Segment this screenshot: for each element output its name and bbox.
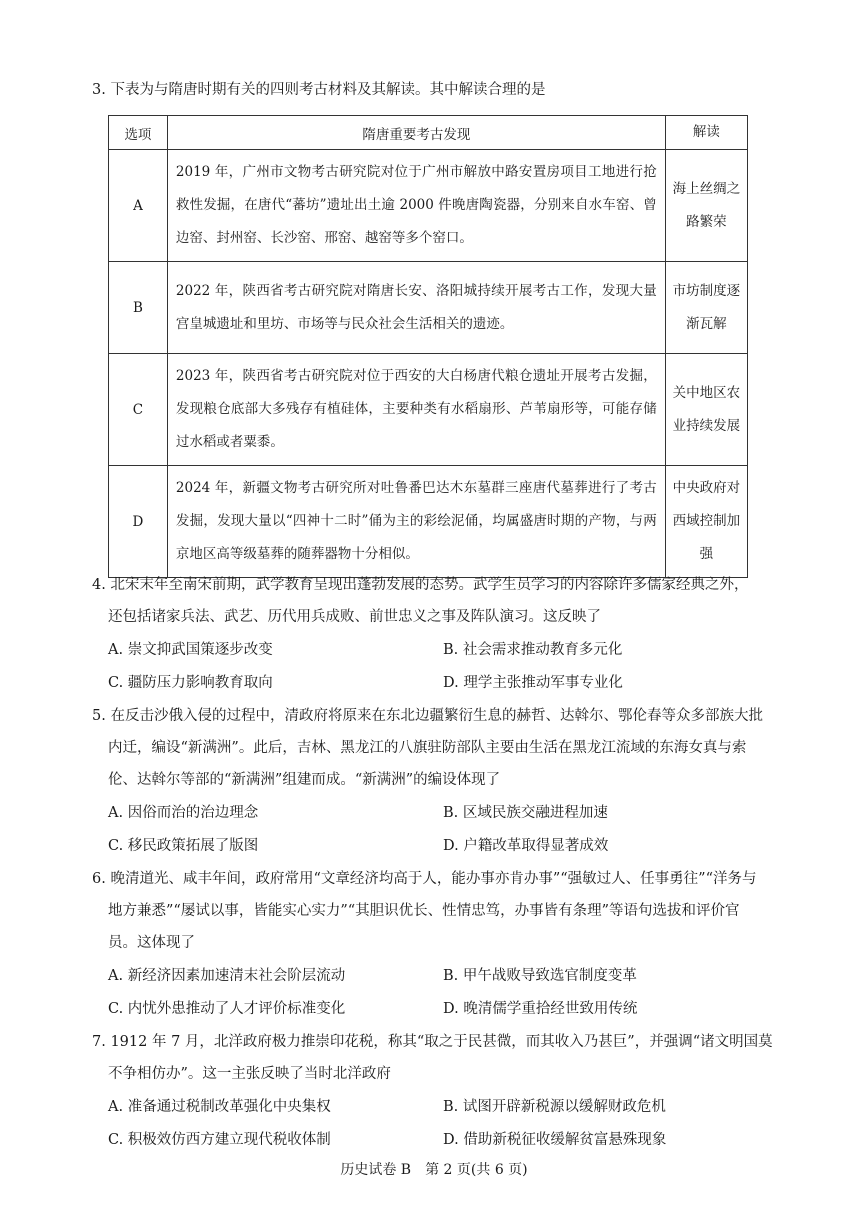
question-5-option-d[interactable]: D. 户籍改革取得显著成效 [443,838,609,854]
question-6-stem-line-3: 员。这体现了 [108,935,195,951]
question-6-option-d[interactable]: D. 晚清儒学重拾经世致用传统 [443,1001,638,1017]
question-4-stem-line-1: 4. 北宋末年至南宋前期，武学教育呈现出蓬勃发展的态势。武学生员学习的内容除许多儒家经典之外， [92,577,749,593]
question-3-stem: 3. 下表为与隋唐时期有关的四则考古材料及其解读。其中解读合理的是 [92,82,546,98]
archaeology-table [108,115,748,578]
table-header-row [109,116,748,150]
question-7-option-c[interactable]: C. 积极效仿西方建立现代税收体制 [108,1132,331,1148]
row-option: C [109,354,168,466]
row-finding: 2024 年，新疆文物考古研究所对吐鲁番巴达木东墓群三座唐代墓葬进行了考古发掘，发现大量以“四神十二时”俑为主的彩绘泥俑，均属盛唐时期的产物，与两京地区高等级墓葬的随葬器物十分相似。 [167,466,665,578]
question-6-stem-line-1: 6. 晚清道光、咸丰年间，政府常用“文章经济均高于人，能办事亦肯办事”“强敏过人、任事勇往”“洋务与 [92,871,757,887]
table-row [109,466,748,578]
row-reading: 关中地区农业持续发展 [665,354,747,466]
question-5-stem-line-1: 5. 在反击沙俄入侵的过程中，清政府将原来在东北边疆繁衍生息的赫哲、达斡尔、鄂伦春等众多部族大批 [92,708,763,724]
header-option: 选项 [109,116,168,150]
row-option: B [109,262,168,354]
row-option: D [109,466,168,578]
question-4-stem-line-2: 还包括诸家兵法、武艺、历代用兵成败、前世忠义之事及阵队演习。这反映了 [108,609,601,625]
row-option: A [109,150,168,262]
page-footer: 历史试卷 B 第 2 页(共 6 页) [340,1162,528,1178]
question-7-stem-line-2: 不争相仿办”。这一主张反映了当时北洋政府 [108,1066,391,1082]
question-5-stem-line-3: 伦、达斡尔等部的“新满洲”组建而成。“新满洲”的编设体现了 [108,772,501,788]
question-7-option-a[interactable]: A. 准备通过税制改革强化中央集权 [108,1099,331,1115]
question-6-option-c[interactable]: C. 内忧外患推动了人才评价标准变化 [108,1001,346,1017]
question-6-stem-line-2: 地方兼悉”“屡试以事，皆能实心实力”“其胆识优长、性情忠笃，办事皆有条理”等语句选拔和评价官 [108,903,740,919]
question-7-option-d[interactable]: D. 借助新税征收缓解贫富悬殊现象 [443,1132,667,1148]
question-7-option-b[interactable]: B. 试图开辟新税源以缓解财政危机 [443,1099,666,1115]
question-5-option-b[interactable]: B. 区域民族交融进程加速 [443,805,608,821]
question-4-option-d[interactable]: D. 理学主张推动军事专业化 [443,675,623,691]
row-finding: 2019 年，广州市文物考古研究院对位于广州市解放中路安置房项目工地进行抢救性发掘，在唐代“蕃坊”遗址出土逾 2000 件晚唐陶瓷器，分别来自水车窑、曾边窑、封州窑、长沙窑、邢窑、越窑等多个窑口。 [167,150,665,262]
row-reading: 中央政府对西域控制加强 [665,466,747,578]
row-reading: 海上丝绸之路繁荣 [665,150,747,262]
row-finding: 2022 年，陕西省考古研究院对隋唐长安、洛阳城持续开展考古工作，发现大量宫皇城遗址和里坊、市场等与民众社会生活相关的遗迹。 [167,262,665,354]
question-6-option-a[interactable]: A. 新经济因素加速清末社会阶层流动 [108,968,346,984]
question-5-option-c[interactable]: C. 移民政策拓展了版图 [108,838,259,854]
question-4-option-c[interactable]: C. 疆防压力影响教育取向 [108,675,273,691]
header-finding: 隋唐重要考古发现 [167,116,665,150]
question-6-option-b[interactable]: B. 甲午战败导致选官制度变革 [443,968,637,984]
row-finding: 2023 年，陕西省考古研究院对位于西安的大白杨唐代粮仓遗址开展考古发掘，发现粮仓底部大多残存有植硅体，主要种类有水稻扇形、芦苇扇形等，可能存储过水稻或者粟黍。 [167,354,665,466]
table-row [109,354,748,466]
question-4-option-a[interactable]: A. 崇文抑武国策逐步改变 [108,642,273,658]
table-row [109,150,748,262]
question-7-stem-line-1: 7. 1912 年 7 月，北洋政府极力推崇印花税，称其“取之于民甚微，而其收入乃甚巨”，并强调“诸文明国莫 [92,1034,773,1050]
header-reading: 解读 [665,116,747,150]
row-reading: 市坊制度逐渐瓦解 [665,262,747,354]
question-5-stem-line-2: 内迁，编设“新满洲”。此后，吉林、黑龙江的八旗驻防部队主要由生活在黑龙江流域的东海女真与索 [108,740,747,756]
question-5-option-a[interactable]: A. 因俗而治的治边理念 [108,805,259,821]
question-4-option-b[interactable]: B. 社会需求推动教育多元化 [443,642,623,658]
table-row [109,262,748,354]
